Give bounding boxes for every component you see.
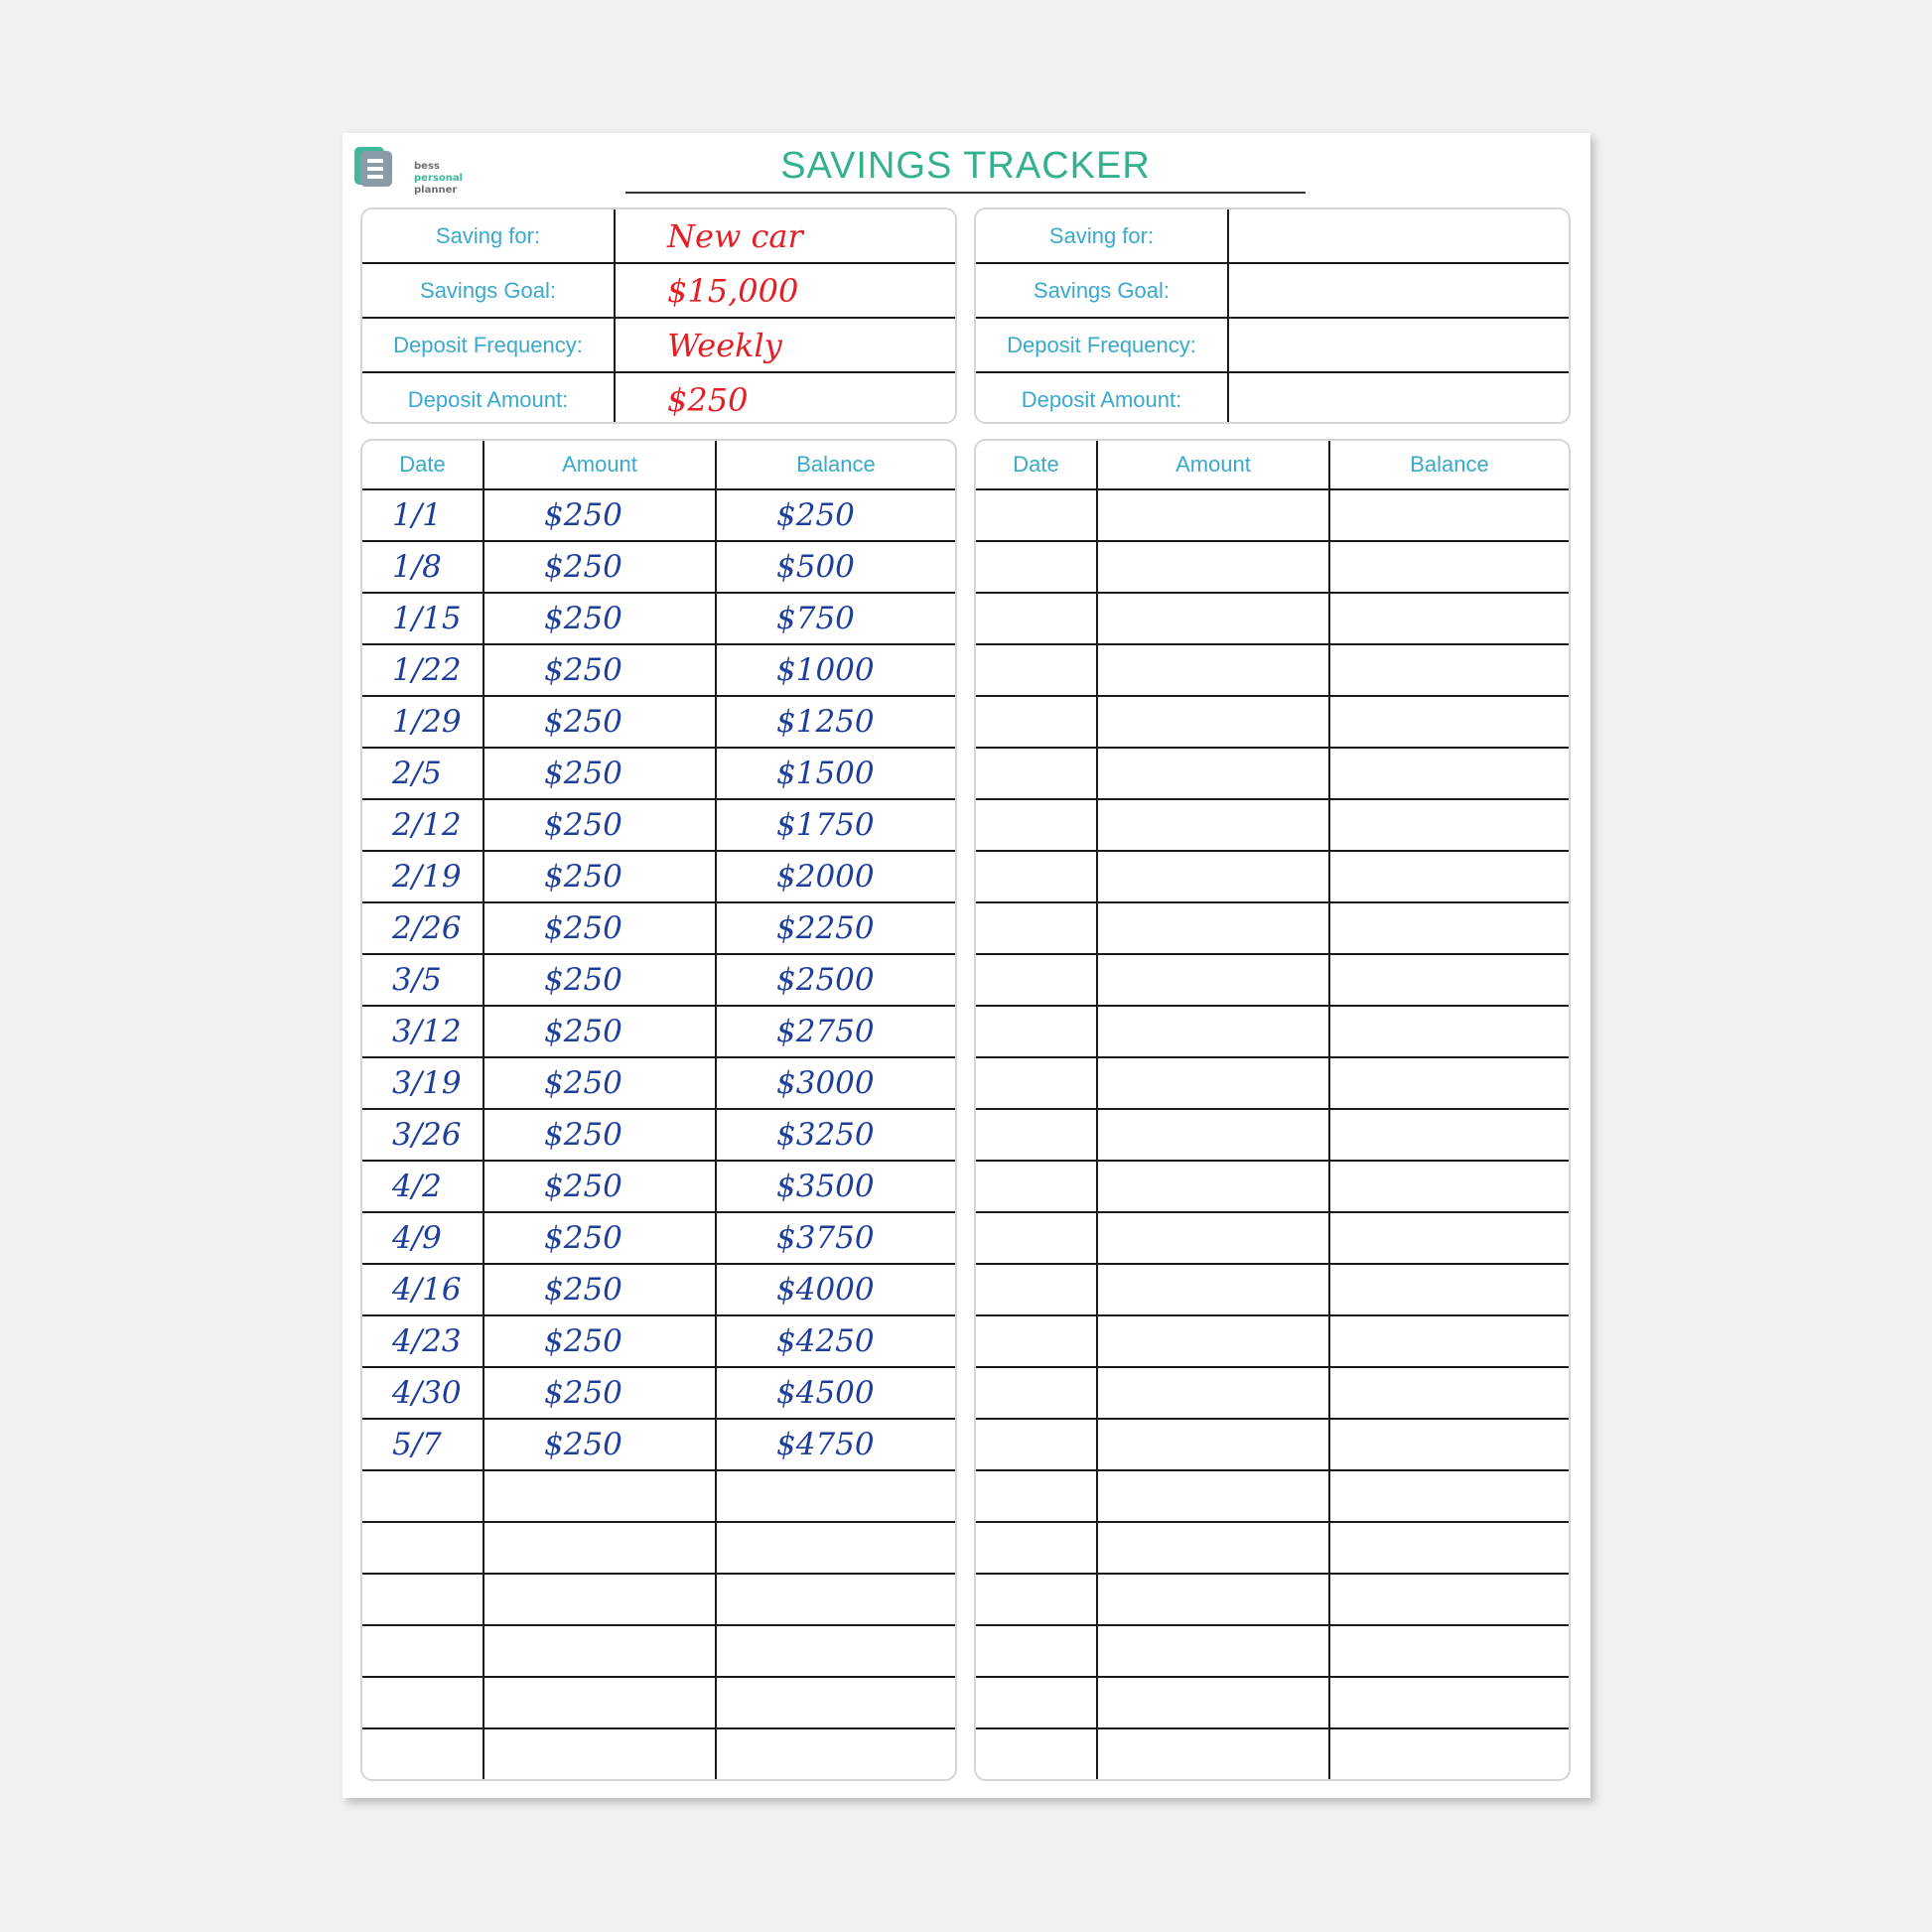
- amount-cell[interactable]: $250: [483, 902, 716, 954]
- balance-cell[interactable]: [716, 1677, 955, 1728]
- amount-cell[interactable]: $250: [483, 541, 716, 593]
- date-cell[interactable]: 1/8: [362, 541, 483, 593]
- planner-logo-icon: [352, 145, 396, 189]
- log-row: [976, 1522, 1569, 1574]
- amount-cell[interactable]: [483, 1677, 716, 1728]
- amount-cell[interactable]: $250: [483, 1315, 716, 1367]
- log-row: [362, 1419, 955, 1470]
- balance-cell[interactable]: [1329, 1212, 1569, 1264]
- left-log-table: [362, 441, 955, 1779]
- log-row: [362, 1625, 955, 1677]
- balance-cell[interactable]: [1329, 1264, 1569, 1315]
- balance-cell[interactable]: $250: [716, 489, 955, 541]
- log-row: [976, 1419, 1569, 1470]
- log-header-row: [362, 441, 955, 489]
- amount-cell[interactable]: $250: [483, 1109, 716, 1161]
- left-log-rows: [362, 489, 955, 1779]
- deposit-frequency-row: [362, 318, 955, 372]
- balance-cell[interactable]: [1329, 902, 1569, 954]
- amount-cell[interactable]: $250: [483, 1006, 716, 1057]
- date-cell[interactable]: [976, 696, 1097, 748]
- amount-cell[interactable]: [1097, 489, 1329, 541]
- date-cell[interactable]: [976, 902, 1097, 954]
- balance-cell[interactable]: [1329, 1625, 1569, 1677]
- date-cell[interactable]: 1/15: [362, 593, 483, 644]
- balance-cell[interactable]: $3500: [716, 1161, 955, 1212]
- page-title: SAVINGS TRACKER: [780, 145, 1151, 187]
- date-cell[interactable]: [976, 1574, 1097, 1625]
- balance-cell[interactable]: [1329, 541, 1569, 593]
- balance-cell[interactable]: [716, 1470, 955, 1522]
- amount-cell[interactable]: $250: [483, 1057, 716, 1109]
- brand-wordmark: [414, 161, 463, 197]
- date-cell[interactable]: [976, 1212, 1097, 1264]
- log-row: [362, 541, 955, 593]
- balance-cell[interactable]: [1329, 696, 1569, 748]
- brand-logo: [352, 145, 472, 195]
- balance-cell[interactable]: [1329, 954, 1569, 1006]
- date-cell[interactable]: [976, 593, 1097, 644]
- date-cell[interactable]: 4/9: [362, 1212, 483, 1264]
- right-log-rows: [976, 489, 1569, 1779]
- balance-cell[interactable]: [1329, 1367, 1569, 1419]
- amount-cell[interactable]: $250: [483, 1161, 716, 1212]
- balance-cell[interactable]: [1329, 1419, 1569, 1470]
- amount-cell[interactable]: [1097, 902, 1329, 954]
- log-row: [362, 1677, 955, 1728]
- date-cell[interactable]: [976, 489, 1097, 541]
- amount-cell[interactable]: $250: [483, 1367, 716, 1419]
- log-row: [362, 489, 955, 541]
- amount-cell[interactable]: [483, 1522, 716, 1574]
- savings-goal-label: Savings Goal:: [976, 263, 1228, 318]
- log-row: [362, 593, 955, 644]
- balance-cell[interactable]: [1329, 851, 1569, 902]
- log-row: [362, 696, 955, 748]
- date-cell[interactable]: 4/16: [362, 1264, 483, 1315]
- log-row: [976, 1006, 1569, 1057]
- deposit-frequency-label: Deposit Frequency:: [976, 318, 1228, 372]
- amount-cell[interactable]: [483, 1574, 716, 1625]
- left-goal-table: [362, 209, 955, 424]
- balance-cell[interactable]: [1329, 593, 1569, 644]
- amount-cell[interactable]: [1097, 1057, 1329, 1109]
- amount-column-header: Amount: [483, 441, 716, 489]
- saving-for-row: [976, 209, 1569, 263]
- savings-goal-label: Savings Goal:: [362, 263, 615, 318]
- balance-cell[interactable]: $4250: [716, 1315, 955, 1367]
- date-column-header: Date: [362, 441, 483, 489]
- log-row: [362, 1470, 955, 1522]
- amount-cell[interactable]: [1097, 1677, 1329, 1728]
- date-cell[interactable]: [362, 1574, 483, 1625]
- date-cell[interactable]: [362, 1470, 483, 1522]
- balance-cell[interactable]: $3250: [716, 1109, 955, 1161]
- date-cell[interactable]: [976, 1264, 1097, 1315]
- amount-cell[interactable]: $250: [483, 644, 716, 696]
- log-row: [976, 1161, 1569, 1212]
- balance-cell[interactable]: [1329, 1574, 1569, 1625]
- date-cell[interactable]: [976, 1109, 1097, 1161]
- log-row: [362, 1212, 955, 1264]
- amount-cell[interactable]: [1097, 954, 1329, 1006]
- log-row: [976, 1677, 1569, 1728]
- savings-goal-field[interactable]: [1228, 263, 1569, 318]
- log-row: [362, 1574, 955, 1625]
- amount-cell[interactable]: $250: [483, 593, 716, 644]
- log-row: [976, 1574, 1569, 1625]
- savings-goal-row: [976, 263, 1569, 318]
- date-cell[interactable]: [362, 1677, 483, 1728]
- date-cell[interactable]: 4/2: [362, 1161, 483, 1212]
- date-cell[interactable]: [976, 1470, 1097, 1522]
- balance-cell[interactable]: [716, 1728, 955, 1779]
- date-cell[interactable]: [976, 954, 1097, 1006]
- log-row: [362, 1109, 955, 1161]
- amount-cell[interactable]: [483, 1470, 716, 1522]
- log-row: [976, 902, 1569, 954]
- date-cell[interactable]: 2/5: [362, 748, 483, 799]
- amount-cell[interactable]: $250: [483, 696, 716, 748]
- log-row: [362, 1522, 955, 1574]
- amount-cell[interactable]: [1097, 1006, 1329, 1057]
- balance-cell[interactable]: [1329, 1470, 1569, 1522]
- amount-cell[interactable]: [1097, 1109, 1329, 1161]
- balance-cell[interactable]: [1329, 489, 1569, 541]
- balance-cell[interactable]: $2000: [716, 851, 955, 902]
- brand-line-3: planner: [414, 185, 458, 196]
- balance-cell[interactable]: [1329, 644, 1569, 696]
- amount-cell[interactable]: [1097, 1367, 1329, 1419]
- balance-cell[interactable]: $1500: [716, 748, 955, 799]
- savings-tracker-sheet: [343, 133, 1590, 1798]
- balance-cell[interactable]: [1329, 1522, 1569, 1574]
- date-cell[interactable]: [976, 1161, 1097, 1212]
- log-row: [976, 1315, 1569, 1367]
- date-cell[interactable]: [976, 541, 1097, 593]
- amount-cell[interactable]: $250: [483, 1419, 716, 1470]
- balance-cell[interactable]: [716, 1574, 955, 1625]
- saving-for-row: [362, 209, 955, 263]
- date-cell[interactable]: [976, 1057, 1097, 1109]
- date-cell[interactable]: 2/26: [362, 902, 483, 954]
- date-cell[interactable]: [976, 799, 1097, 851]
- date-cell[interactable]: [976, 1419, 1097, 1470]
- amount-cell[interactable]: $250: [483, 1212, 716, 1264]
- balance-cell[interactable]: [1329, 748, 1569, 799]
- deposit-amount-label: Deposit Amount:: [362, 372, 615, 424]
- amount-column-header: Amount: [1097, 441, 1329, 489]
- balance-cell[interactable]: [716, 1522, 955, 1574]
- log-row: [976, 1109, 1569, 1161]
- log-row: [362, 1006, 955, 1057]
- date-cell[interactable]: [976, 1367, 1097, 1419]
- log-row: [362, 1315, 955, 1367]
- log-row: [362, 902, 955, 954]
- amount-cell[interactable]: [1097, 1625, 1329, 1677]
- log-row: [362, 954, 955, 1006]
- amount-cell[interactable]: [1097, 1212, 1329, 1264]
- deposit-frequency-label: Deposit Frequency:: [362, 318, 615, 372]
- date-cell[interactable]: [976, 1677, 1097, 1728]
- amount-cell[interactable]: $250: [483, 748, 716, 799]
- brand-line-2: personal: [414, 173, 463, 184]
- amount-cell[interactable]: [1097, 696, 1329, 748]
- log-row: [976, 593, 1569, 644]
- balance-cell[interactable]: [1329, 1728, 1569, 1779]
- balance-cell[interactable]: $3000: [716, 1057, 955, 1109]
- date-cell[interactable]: [976, 1522, 1097, 1574]
- balance-cell[interactable]: [1329, 1109, 1569, 1161]
- date-cell[interactable]: 5/7: [362, 1419, 483, 1470]
- balance-cell[interactable]: $1750: [716, 799, 955, 851]
- log-row: [976, 1264, 1569, 1315]
- savings-goal-row: [362, 263, 955, 318]
- date-cell[interactable]: 3/26: [362, 1109, 483, 1161]
- amount-cell[interactable]: [1097, 1470, 1329, 1522]
- balance-cell[interactable]: $2500: [716, 954, 955, 1006]
- amount-cell[interactable]: [1097, 748, 1329, 799]
- date-cell[interactable]: [362, 1728, 483, 1779]
- balance-cell[interactable]: [1329, 1315, 1569, 1367]
- log-row: [362, 799, 955, 851]
- amount-cell[interactable]: [1097, 1161, 1329, 1212]
- date-cell[interactable]: 3/19: [362, 1057, 483, 1109]
- balance-cell[interactable]: $500: [716, 541, 955, 593]
- amount-cell[interactable]: [1097, 541, 1329, 593]
- deposit-frequency-row: [976, 318, 1569, 372]
- balance-cell[interactable]: $3750: [716, 1212, 955, 1264]
- log-row: [362, 1161, 955, 1212]
- deposit-amount-row: [362, 372, 955, 424]
- balance-cell[interactable]: $2250: [716, 902, 955, 954]
- deposit-amount-label: Deposit Amount:: [976, 372, 1228, 424]
- amount-cell[interactable]: [1097, 1728, 1329, 1779]
- balance-cell[interactable]: $1250: [716, 696, 955, 748]
- right-goal-panel: [974, 207, 1571, 424]
- date-cell[interactable]: [976, 748, 1097, 799]
- balance-cell[interactable]: $750: [716, 593, 955, 644]
- amount-cell[interactable]: $250: [483, 489, 716, 541]
- amount-cell[interactable]: $250: [483, 799, 716, 851]
- balance-column-header: Balance: [1329, 441, 1569, 489]
- balance-cell[interactable]: $4750: [716, 1419, 955, 1470]
- date-cell[interactable]: 4/23: [362, 1315, 483, 1367]
- date-cell[interactable]: 2/12: [362, 799, 483, 851]
- log-row: [976, 954, 1569, 1006]
- amount-cell[interactable]: [483, 1625, 716, 1677]
- log-row: [976, 748, 1569, 799]
- log-row: [362, 1264, 955, 1315]
- brand-line-1: bess: [414, 161, 440, 172]
- log-header-row: [976, 441, 1569, 489]
- savings-goal-field[interactable]: $15,000: [615, 263, 955, 318]
- deposit-frequency-field[interactable]: [1228, 318, 1569, 372]
- log-row: [976, 1057, 1569, 1109]
- date-cell[interactable]: [976, 1315, 1097, 1367]
- amount-cell[interactable]: [483, 1728, 716, 1779]
- balance-cell[interactable]: $4000: [716, 1264, 955, 1315]
- log-row: [976, 1625, 1569, 1677]
- saving-for-field[interactable]: New car: [615, 209, 955, 263]
- log-row: [976, 489, 1569, 541]
- date-cell[interactable]: [976, 1625, 1097, 1677]
- amount-cell[interactable]: [1097, 851, 1329, 902]
- balance-cell[interactable]: [1329, 1677, 1569, 1728]
- amount-cell[interactable]: $250: [483, 1264, 716, 1315]
- log-row: [976, 1470, 1569, 1522]
- balance-cell[interactable]: [1329, 1161, 1569, 1212]
- log-row: [976, 1367, 1569, 1419]
- date-cell[interactable]: 4/30: [362, 1367, 483, 1419]
- balance-cell[interactable]: [1329, 799, 1569, 851]
- date-cell[interactable]: [976, 851, 1097, 902]
- saving-for-label: Saving for:: [976, 209, 1228, 263]
- log-row: [976, 541, 1569, 593]
- log-row: [976, 644, 1569, 696]
- log-row: [976, 799, 1569, 851]
- date-cell[interactable]: [362, 1625, 483, 1677]
- log-row: [976, 1728, 1569, 1779]
- saving-for-label: Saving for:: [362, 209, 615, 263]
- saving-for-field[interactable]: [1228, 209, 1569, 263]
- right-log-table: [976, 441, 1569, 1779]
- balance-cell[interactable]: $2750: [716, 1006, 955, 1057]
- date-cell[interactable]: [362, 1522, 483, 1574]
- balance-column-header: Balance: [716, 441, 955, 489]
- log-row: [976, 696, 1569, 748]
- amount-cell[interactable]: [1097, 644, 1329, 696]
- amount-cell[interactable]: [1097, 1574, 1329, 1625]
- log-row: [362, 851, 955, 902]
- date-cell[interactable]: 3/5: [362, 954, 483, 1006]
- amount-cell[interactable]: [1097, 1522, 1329, 1574]
- amount-cell[interactable]: [1097, 593, 1329, 644]
- log-row: [362, 644, 955, 696]
- log-row: [362, 1057, 955, 1109]
- log-row: [362, 748, 955, 799]
- amount-cell[interactable]: [1097, 1264, 1329, 1315]
- log-row: [976, 1212, 1569, 1264]
- log-row: [976, 851, 1569, 902]
- amount-cell[interactable]: [1097, 799, 1329, 851]
- amount-cell[interactable]: [1097, 1419, 1329, 1470]
- date-cell[interactable]: [976, 1728, 1097, 1779]
- amount-cell[interactable]: $250: [483, 851, 716, 902]
- date-cell[interactable]: 2/19: [362, 851, 483, 902]
- balance-cell[interactable]: $1000: [716, 644, 955, 696]
- left-deposit-log: [360, 439, 957, 1781]
- amount-cell[interactable]: $250: [483, 954, 716, 1006]
- log-row: [362, 1728, 955, 1779]
- date-cell[interactable]: [976, 644, 1097, 696]
- log-row: [362, 1367, 955, 1419]
- date-cell[interactable]: 3/12: [362, 1006, 483, 1057]
- deposit-amount-row: [976, 372, 1569, 424]
- date-cell[interactable]: 1/1: [362, 489, 483, 541]
- balance-cell[interactable]: [1329, 1006, 1569, 1057]
- balance-cell[interactable]: [716, 1625, 955, 1677]
- right-goal-table: [976, 209, 1569, 424]
- balance-cell[interactable]: $4500: [716, 1367, 955, 1419]
- left-goal-panel: [360, 207, 957, 424]
- amount-cell[interactable]: [1097, 1315, 1329, 1367]
- right-deposit-log: [974, 439, 1571, 1781]
- title-underline: [625, 192, 1306, 194]
- deposit-amount-field[interactable]: [1228, 372, 1569, 424]
- date-cell[interactable]: [976, 1006, 1097, 1057]
- deposit-amount-field[interactable]: $250: [667, 380, 749, 419]
- date-cell[interactable]: 1/22: [362, 644, 483, 696]
- deposit-frequency-field[interactable]: Weekly: [615, 318, 955, 372]
- date-column-header: Date: [976, 441, 1097, 489]
- date-cell[interactable]: 1/29: [362, 696, 483, 748]
- balance-cell[interactable]: [1329, 1057, 1569, 1109]
